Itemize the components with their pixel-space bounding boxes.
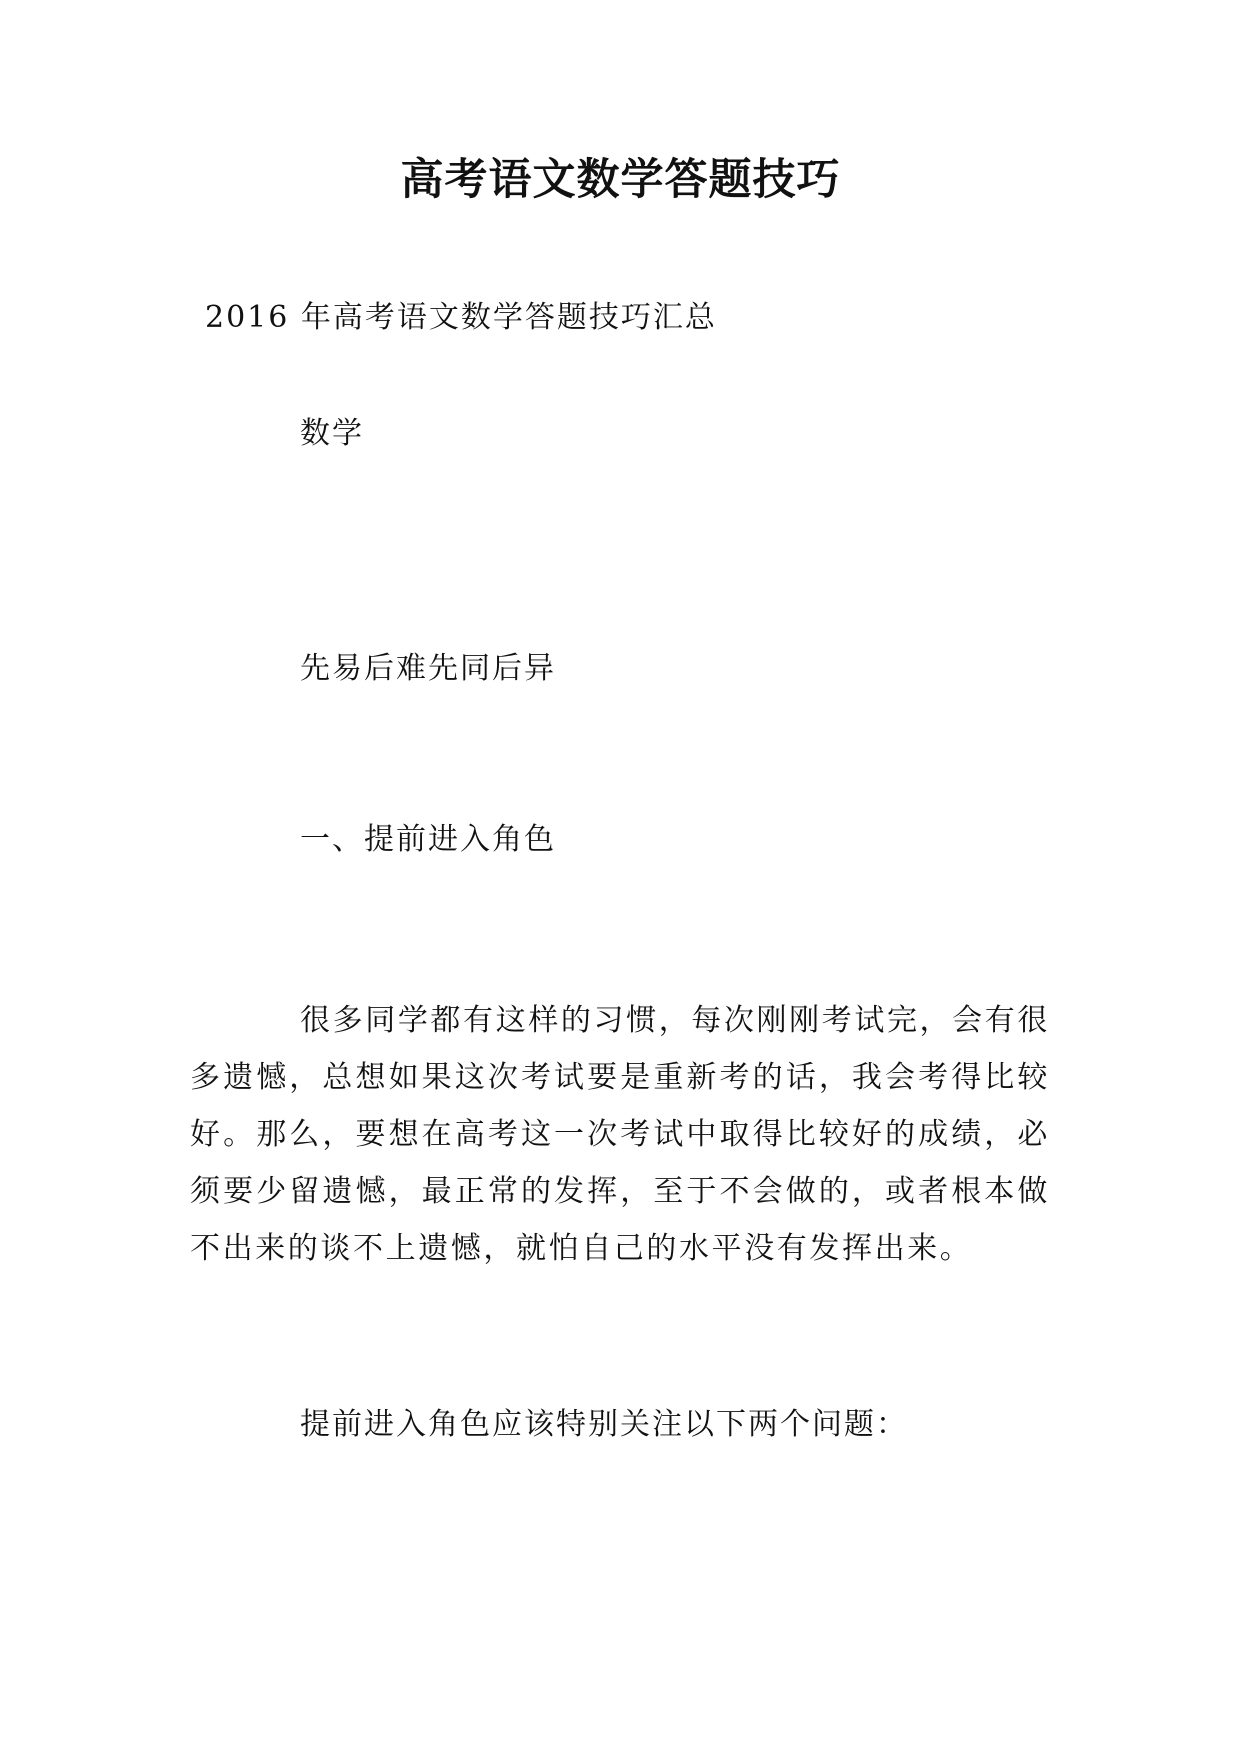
heading-enter-role: 一、提前进入角色 bbox=[300, 822, 556, 857]
body-paragraph: 很多同学都有这样的习惯，每次刚刚考试完，会有很多遗憾，总想如果这次考试要是重新考的话，我会考得比较好。那么，要想在高考这一次考试中取得比较好的成绩，必须要少留遗憾，最正常的发挥，至于不会做的，或者根本做不出来的谈不上遗憾，就怕自己的水平没有发挥出来。 bbox=[190, 1003, 1050, 1266]
section-label-math: 数学 bbox=[300, 416, 364, 451]
document-title: 高考语文数学答题技巧 bbox=[400, 155, 841, 205]
principle-line: 先易后难先同后异 bbox=[300, 651, 556, 686]
body-paragraph-intro: 提前进入角色应该特别关注以下两个问题： bbox=[300, 1407, 908, 1442]
document-subtitle: 2016 年高考语文数学答题技巧汇总 bbox=[205, 300, 717, 335]
